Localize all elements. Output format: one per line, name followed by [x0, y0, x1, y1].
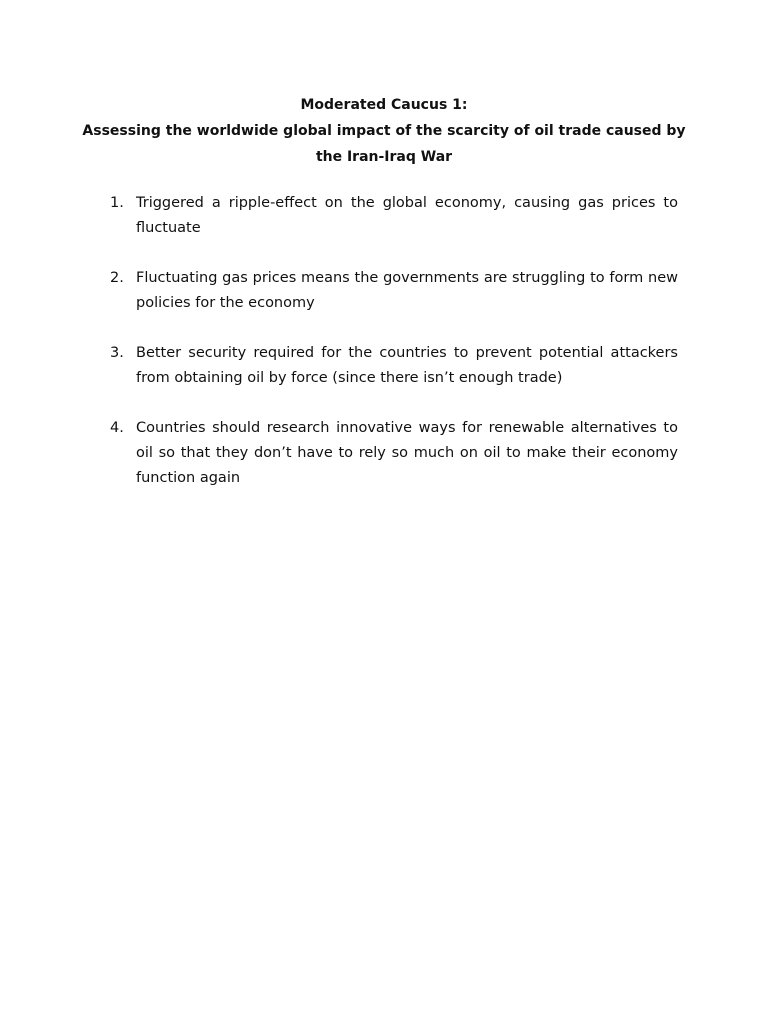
list-item-text: Countries should research innovative ways for renewable alternatives to oil so that they don’t have to rely so much on oil to make their economy function again	[136, 420, 678, 486]
list-item-number: 3.	[110, 345, 124, 361]
list-item-number: 4.	[110, 420, 124, 436]
list-item	[110, 341, 678, 391]
list-item-number: 2.	[110, 270, 124, 286]
header-subtitle-line-1: Assessing the worldwide global impact of the scarcity of oil trade caused by	[82, 123, 686, 139]
list-item-text: Triggered a ripple-effect on the global economy, causing gas prices to fluctuate	[136, 195, 678, 236]
list-item-text: Better security required for the countries to prevent potential attackers from obtaining oil by force (since there isn’t enough trade)	[136, 345, 678, 386]
header-title: Moderated Caucus 1:	[300, 97, 468, 113]
list-item	[110, 416, 678, 491]
numbered-list	[110, 191, 678, 516]
list-item	[110, 191, 678, 241]
list-item	[110, 266, 678, 316]
header-subtitle-line-2: the Iran-Iraq War	[315, 149, 453, 165]
list-item-number: 1.	[110, 195, 124, 211]
list-item-text: Fluctuating gas prices means the governments are struggling to form new policies for the economy	[136, 270, 678, 311]
document-header	[60, 92, 708, 170]
